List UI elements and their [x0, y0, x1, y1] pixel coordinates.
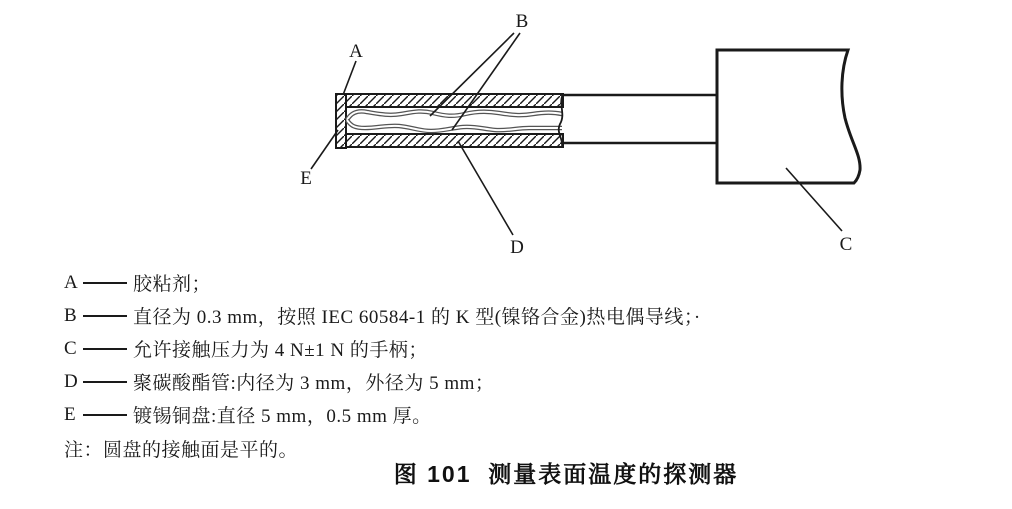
legend-item-d [64, 365, 964, 398]
copper-disc [336, 94, 346, 148]
figure-note: 注：圆盘的接触面是平的。 [64, 440, 299, 461]
legend-dash [83, 282, 127, 284]
figure-caption: 图 101 测量表面温度的探测器 [393, 461, 739, 487]
legend-key-c: C [64, 337, 78, 359]
legend-text-b: 直径为 0.3 mm，按照 IEC 60584-1 的 K 型(镍铬合金)热电偶导线；· [133, 307, 701, 328]
legend-key-e: E [64, 403, 77, 425]
figure-legend [64, 266, 964, 465]
legend-item-a [64, 266, 964, 299]
leader-a [343, 61, 356, 95]
diagram-label-d: D [510, 237, 524, 258]
legend-dash [83, 315, 127, 317]
diagram-label-a: A [349, 41, 363, 62]
legend-key-a: A [64, 271, 79, 293]
legend-item-c [64, 332, 964, 365]
legend-text-d: 聚碳酸酯管:内径为 3 mm，外径为 5 mm； [133, 373, 495, 394]
legend-item-b [64, 299, 964, 332]
leader-e [311, 130, 338, 169]
legend-dash [83, 348, 127, 350]
tube-wall-top [346, 94, 563, 107]
diagram-label-c: C [839, 234, 853, 255]
diagram-label-e: E [300, 168, 312, 189]
legend-text-a: 胶粘剂； [133, 274, 212, 295]
handle-outline [717, 50, 860, 183]
leader-d [458, 141, 513, 235]
legend-key-b: B [64, 304, 78, 326]
tube-wall-bottom [346, 134, 563, 147]
legend-text-e: 镀锡铜盘:直径 5 mm，0.5 mm 厚。 [133, 406, 432, 427]
legend-text-c: 允许接触压力为 4 N±1 N 的手柄； [133, 340, 428, 361]
diagram-label-b: B [515, 11, 529, 32]
legend-dash [83, 381, 127, 383]
legend-dash [83, 414, 127, 416]
legend-item-e [64, 398, 964, 431]
legend-key-d: D [64, 370, 79, 392]
